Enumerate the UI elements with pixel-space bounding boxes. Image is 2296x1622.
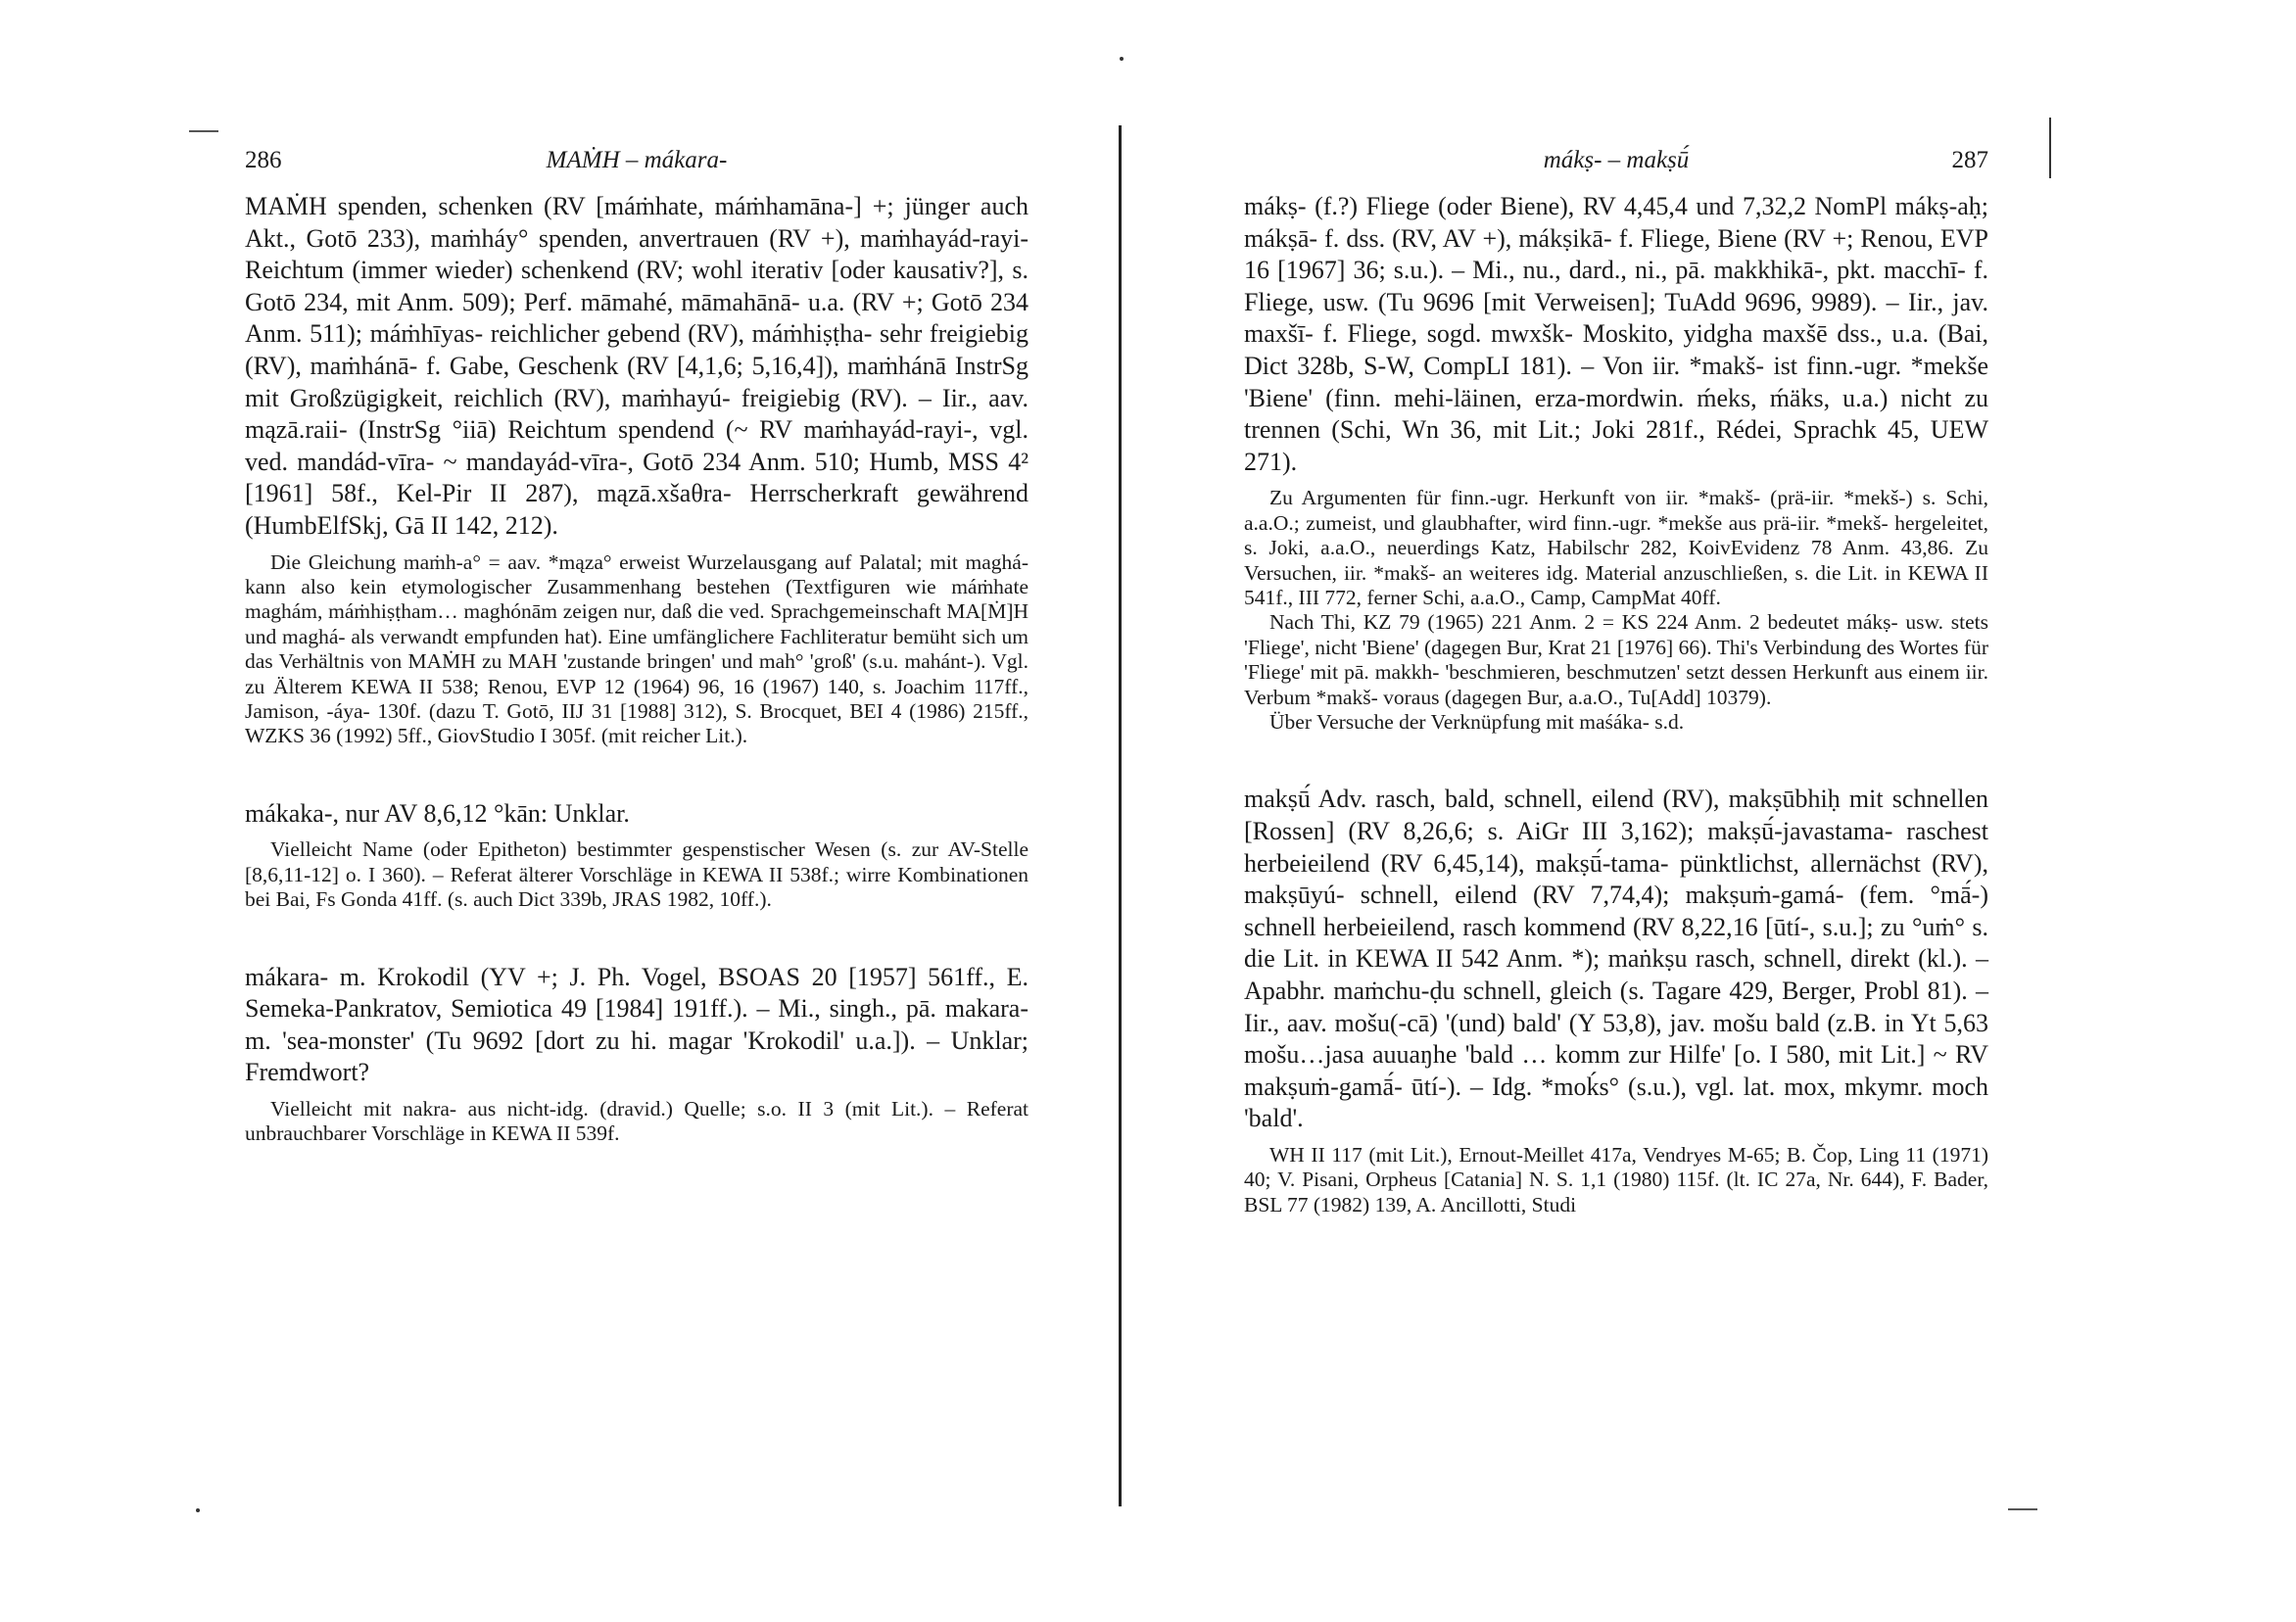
- page-body: [245, 191, 1028, 1147]
- entry-text: mákaka-, nur AV 8,6,12 °kān: Unklar.: [245, 798, 630, 828]
- scan-speck: [1120, 57, 1124, 61]
- page-body: [1244, 191, 1988, 1217]
- entry-text: MAṀH spenden, schenken (RV [máṁhate, máṁhamāna-] +; jünger auch Akt., Gotō 233), maṁháy° spenden, anvertrauen (RV +), maṁhayád-rayi- Reichtum (immer wieder) schenkend (RV; wohl iterativ [oder kausativ?], s. Gotō 234, mit Anm. 509); Perf. māmahé, māmahānā- u.a. (RV +; Gotō 234 Anm. 511); máṁhīyas- reichlicher gebend (RV), máṁhiṣṭha- sehr freigiebig (RV), maṁhánā- f. Gabe, Geschenk (RV [4,1,6; 5,16,4]), maṁhánā InstrSg mit Großzügigkeit, reichlich (RV), maṁhayú- freigiebig (RV). – Iir., aav. mązā.raii- (InstrSg °iiā) Reichtum spendend (~ RV maṁhayád-rayi-, vgl. ved. mandád-vīra- ~ mandayád-vīra-, Gotō 234 Anm. 510; Humb, MSS 4² [1961] 58f., Kel-Pir II 287), mązā.xšaθra- Herrscherkraft gewährend (HumbElfSkj, Gā II 142, 212).: [245, 192, 1028, 540]
- entry-text: mákṣ- (f.?) Fliege (oder Biene), RV 4,45,4 und 7,32,2 NomPl mákṣ-aḥ; mákṣā- f. dss. (RV, AV +), mákṣikā- f. Fliege, Biene (RV +; Renou, EVP 16 [1967] 36; s.u.). – Mi., nu., dard., ni., pā. makkhikā-, pkt. macchī- f. Fliege, usw. (Tu 9696 [mit Verweisen]; TuAdd 9696, 9989). – Iir., jav. maxšī- f. Fliege, sogd. mwxšk- Moskito, yidgha maxšē dss., u.a. (Bai, Dict 328b, S-W, CompLI 181). – Von iir. *makš- ist finn.-ugr. *mekše 'Biene' (finn. mehi-läinen, erza-mordwin. ḿeks, ḿäks, u.a.) nicht zu trennen (Schi, Wn 36, mit Lit.; Joki 281f., Rédei, Sprachk 45, UEW 271).: [1244, 192, 1988, 476]
- book-gutter: [1119, 125, 1122, 1506]
- entry-note: Zu Argumenten für finn.-ugr. Herkunft von iir. *makš- (prä-iir. *mekš-) s. Schi, a.a.O.; zumeist, und glaubhafter, wird finn.-ugr. *mekše aus prä-iir. *mekš- hergeleitet, s. Joki, a.a.O., neuerdings Katz, Habilschr 282, KoivEvidenz 78 Anm. 43,86. Zu Versuchen, iir. *makš- an weiteres idg. Material anzuschließen, s. die Lit. in KEWA II 541f., III 772, ferner Schi, a.a.O., Camp, CampMat 40ff.: [1244, 486, 1988, 609]
- page-header: [1244, 147, 1988, 186]
- entry-note: Über Versuche der Verknüpfung mit maśáka- s.d.: [1269, 710, 1685, 734]
- entry-note: Die Gleichung maṁh-a° = aav. *mąza° erweist Wurzelausgang auf Palatal; mit maghá- kann also kein etymologischer Zusammenhang bestehen (Textfiguren wie máṁhate maghám, máṁhiṣṭham… maghónām zeigen nur, daß die ved. Sprachgemeinschaft MA[Ṁ]H und maghá- als verwandt empfunden hat). Eine umfänglichere Fachliteratur bemüht sich um das Verhältnis von MAṀH zu MAH 'zustande bringen' und mah° 'groß' (s.u. mahánt-). Vgl. zu Älterem KEWA II 538; Renou, EVP 12 (1964) 96, 16 (1967) 140, s. Joachim 117ff., Jamison, -áya- 130f. (dazu T. Gotō, IIJ 31 [1988] 312), S. Brocquet, BEI 4 (1986) 215ff., WZKS 36 (1992) 5ff., GiovStudio I 305f. (mit reicher Lit.).: [245, 549, 1028, 748]
- dictionary-entry: [1244, 191, 1988, 735]
- entry-note: Vielleicht mit nakra- aus nicht-idg. (dravid.) Quelle; s.o. II 3 (mit Lit.). – Referat unbrauchbarer Vorschläge in KEWA II 539f.: [245, 1096, 1028, 1146]
- scan-mark: [2049, 118, 2051, 178]
- dictionary-entry: [1244, 784, 1988, 1217]
- scan-speck: [196, 1508, 200, 1512]
- dictionary-entry: [245, 191, 1028, 749]
- scan-mark: [2008, 1508, 2037, 1510]
- page-number: 287: [1951, 147, 1988, 173]
- entry-note: Vielleicht Name (oder Epitheton) bestimmter gespenstischer Wesen (s. zur AV-Stelle [8,6,11-12] o. I 360). – Referat älterer Vorschläge in KEWA II 538f.; wirre Kombinationen bei Bai, Fs Gonda 41ff. (s. auch Dict 339b, JRAS 1982, 10ff.).: [245, 837, 1028, 912]
- entry-note: WH II 117 (mit Lit.), Ernout-Meillet 417a, Vendryes M-65; B. Čop, Ling 11 (1971) 40; V. Pisani, Orpheus [Catania] N. S. 1,1 (1980) 115f. (lt. IC 27a, Nr. 644), F. Bader, BSL 77 (1982) 139, A. Ancillotti, Studi: [1244, 1142, 1988, 1216]
- entry-text: mákara- m. Krokodil (YV +; J. Ph. Vogel, BSOAS 20 [1957] 561ff., E. Semeka-Pankratov, Semiotica 49 [1984] 191ff.). – Mi., singh., pā. makara- m. 'sea-monster' (Tu 9692 [dort zu hi. magar 'Krokodil' u.a.]). – Unklar; Fremdwort?: [245, 962, 1028, 1087]
- running-head: MAṀH – mákara-: [546, 147, 728, 173]
- page-header: [245, 147, 1028, 186]
- running-head: mákṣ- – makṣū́: [1543, 147, 1690, 173]
- dictionary-entry: [245, 962, 1028, 1147]
- entry-note: Nach Thi, KZ 79 (1965) 221 Anm. 2 = KS 224 Anm. 2 bedeutet mákṣ- usw. stets 'Fliege', nicht 'Biene' (dagegen Bur, Krat 21 [1976] 66). Thi's Verbindung des Wortes für 'Fliege' mit pā. makkh- 'beschmieren, beschmutzen' setzt dessen Herkunft aus einem iir. Verbum *makš- voraus (dagegen Bur, a.a.O., Tu[Add] 10379).: [1244, 610, 1988, 709]
- page-number: 286: [245, 147, 282, 173]
- dictionary-entry: [245, 798, 1028, 913]
- entry-text: makṣū́ Adv. rasch, bald, schnell, eilend (RV), makṣūbhiḥ mit schnellen [Rossen] (RV 8,26,6; s. AiGr III 3,162); makṣū́-javastama- raschest herbeieilend (RV 6,45,14), makṣū́-tama- pünktlichst, allernächst (RV), makṣūyú- schnell, eilend (RV 7,74,4); makṣuṁ-gamá- (fem. °mā́-) schnell herbeieilend, rasch kommend (RV 8,22,16 [ūtí-, s.u.]; zu °uṁ° s. die Lit. in KEWA II 542 Anm. *); maṅkṣu rasch, schnell, direkt (kl.). – Apabhr. maṁchu-ḍu schnell, gleich (s. Tagare 429, Berger, Probl 81). – Iir., aav. mošu(-cā) '(und) bald' (Y 53,8), jav. mošu bald (z.B. in Yt 5,63 mošu…jasa auuaŋhe 'bald … komm zur Hilfe' [o. I 580, mit Lit.] ~ RV makṣuṁ-gamā́- ūtí-). – Idg. *moḱs° (s.u.), vgl. lat. mox, mkymr. moch 'bald'.: [1244, 785, 1988, 1133]
- scan-mark: [189, 130, 218, 132]
